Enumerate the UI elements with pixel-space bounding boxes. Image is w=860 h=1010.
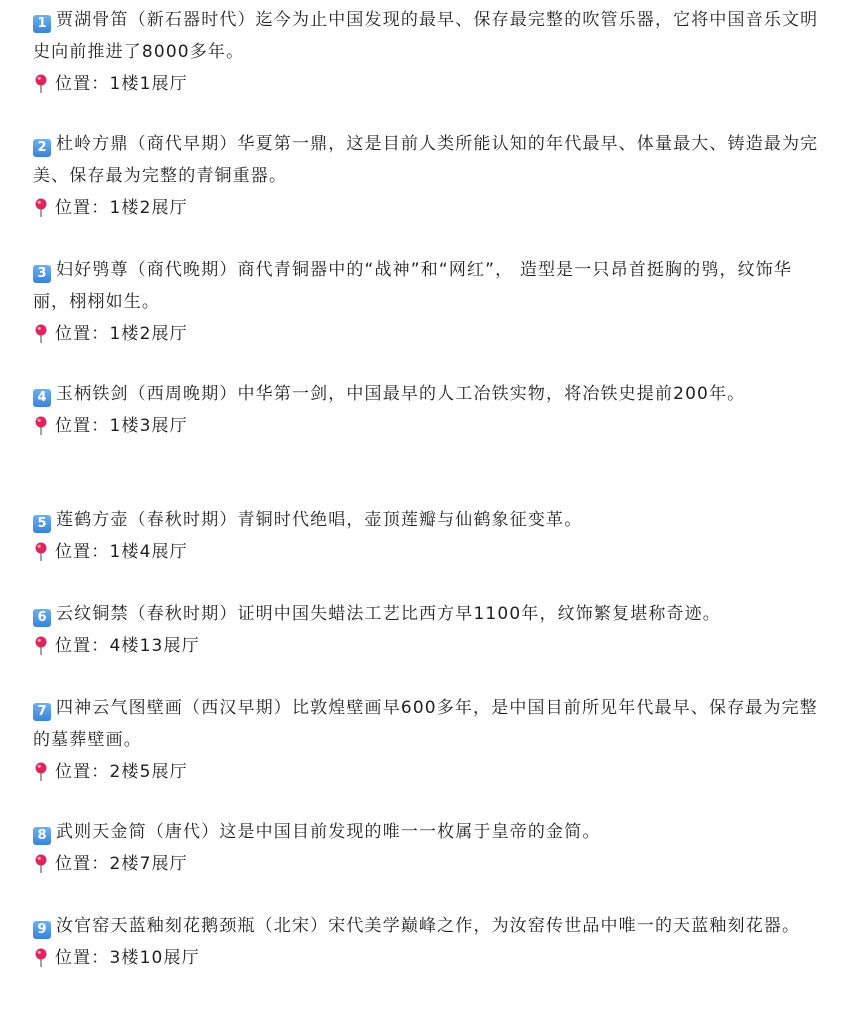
item-location [33,410,823,442]
number-badge-icon: 1 [33,15,51,33]
list-item [33,598,823,662]
pushpin-icon [33,636,49,656]
pushpin-icon [33,948,49,968]
location-text: 位置：1楼2展厅 [55,198,188,218]
number-badge-icon: 8 [33,827,51,845]
item-location [33,942,823,974]
pushpin-icon [33,854,49,874]
item-description [33,910,823,942]
item-description [33,692,823,756]
pushpin-icon [33,416,49,436]
pushpin-icon [33,74,49,94]
item-text: 玉柄铁剑（西周晚期）中华第一剑，中国最早的人工冶铁实物，将冶铁史提前200年。 [56,384,746,404]
item-text: 武则天金简（唐代）这是中国目前发现的唯一一枚属于皇帝的金简。 [56,822,601,842]
item-description [33,254,823,318]
item-text: 汝官窑天蓝釉刻花鹅颈瓶（北宋）宋代美学巅峰之作，为汝窑传世品中唯一的天蓝釉刻花器。 [56,916,801,936]
item-description [33,378,823,410]
pushpin-icon [33,542,49,562]
item-description [33,816,823,848]
location-text: 位置：2楼7展厅 [55,854,188,874]
item-location [33,756,823,788]
pushpin-icon [33,198,49,218]
item-location [33,68,823,100]
location-text: 位置：1楼2展厅 [55,324,188,344]
list-item [33,504,823,568]
item-text: 贾湖骨笛（新石器时代）迄今为止中国发现的最早、保存最完整的吹管乐器，它将中国音乐文明史向前推进了8000多年。 [33,10,819,62]
location-text: 位置：1楼4展厅 [55,542,188,562]
item-location [33,848,823,880]
item-text: 杜岭方鼎（商代早期）华夏第一鼎，这是目前人类所能认知的年代最早、体量最大、铸造最为完美、保存最为完整的青铜重器。 [33,134,819,186]
location-text: 位置：3楼10展厅 [55,948,200,968]
item-text: 妇好鸮尊（商代晚期）商代青铜器中的“战神”和“网红”， 造型是一只昂首挺胸的鸮，纹饰华丽，栩栩如生。 [33,260,793,312]
item-description [33,4,823,68]
pushpin-icon [33,324,49,344]
number-badge-icon: 4 [33,389,51,407]
item-description [33,504,823,536]
list-item [33,816,823,880]
location-text: 位置：1楼3展厅 [55,416,188,436]
number-badge-icon: 9 [33,921,51,939]
location-text: 位置：4楼13展厅 [55,636,200,656]
list-item [33,128,823,224]
number-badge-icon: 6 [33,609,51,627]
item-location [33,630,823,662]
item-location [33,318,823,350]
item-text: 云纹铜禁（春秋时期）证明中国失蜡法工艺比西方早1100年，纹饰繁复堪称奇迹。 [56,604,721,624]
list-item [33,4,823,100]
list-item [33,910,823,974]
number-badge-icon: 5 [33,515,51,533]
item-location [33,192,823,224]
location-text: 位置：1楼1展厅 [55,74,188,94]
list-item [33,378,823,442]
pushpin-icon [33,762,49,782]
list-item [33,254,823,350]
location-text: 位置：2楼5展厅 [55,762,188,782]
number-badge-icon: 2 [33,139,51,157]
list-item [33,692,823,788]
number-badge-icon: 3 [33,265,51,283]
number-badge-icon: 7 [33,703,51,721]
item-location [33,536,823,568]
item-description [33,598,823,630]
item-text: 莲鹤方壶（春秋时期）青铜时代绝唱，壶顶莲瓣与仙鹤象征变革。 [56,510,583,530]
item-text: 四神云气图壁画（西汉早期）比敦煌壁画早600多年，是中国目前所见年代最早、保存最为完整的墓葬壁画。 [33,698,818,750]
item-description [33,128,823,192]
